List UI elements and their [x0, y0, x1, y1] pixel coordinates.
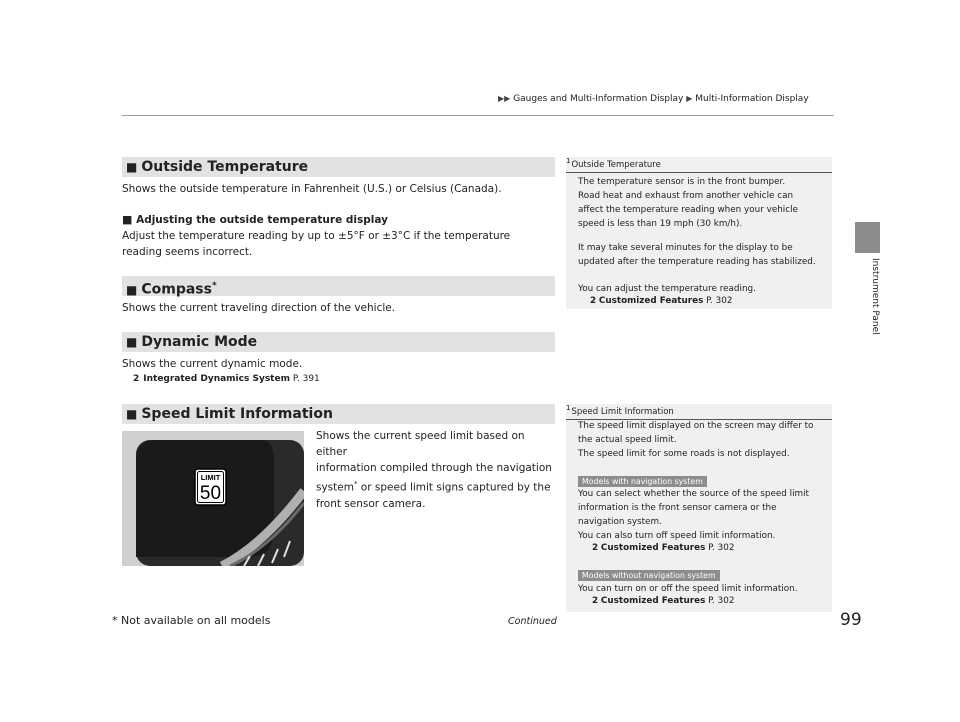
section-title: Compass	[141, 281, 212, 298]
asterisk-mark: *	[211, 281, 217, 291]
section-heading-compass	[122, 276, 555, 296]
note-paragraph: You can adjust the temperature reading.	[578, 284, 756, 294]
chapter-label-text: Instrument Panel	[870, 258, 880, 335]
note-number-icon: 1	[566, 157, 571, 165]
cluster-illustration	[122, 431, 304, 566]
badge-models-without-nav: Models without navigation system	[578, 570, 720, 581]
footnote: * Not available on all models	[112, 614, 271, 627]
xref-arrow-icon: 2	[592, 543, 599, 553]
sign-limit-label: LIMIT	[200, 473, 221, 482]
sign-speed-value: 50	[199, 483, 222, 504]
asterisk-mark: *	[353, 480, 358, 488]
xref-arrow-icon: 2	[592, 596, 599, 606]
outside-temp-subheading	[122, 212, 562, 228]
section-heading-speed-limit	[122, 404, 555, 424]
section-title: Dynamic Mode	[141, 334, 258, 350]
section-title: Speed Limit Information	[141, 406, 333, 422]
xref-customized-features[interactable]: 2 Customized Features P. 302	[592, 596, 735, 606]
speed-limit-body-line: Shows the current speed limit based on either	[316, 430, 525, 458]
note-outside-temperature	[566, 157, 832, 309]
breadcrumb	[498, 94, 809, 104]
xref-label: Integrated Dynamics System	[143, 374, 290, 384]
square-bullet-icon: ■	[126, 335, 138, 349]
speed-limit-body-line: front sensor camera.	[316, 497, 426, 510]
square-bullet-icon: ■	[126, 407, 138, 421]
dynamic-mode-body: Shows the current dynamic mode.	[122, 358, 303, 370]
section-heading-dynamic-mode	[122, 332, 555, 352]
note-title: $^1$Outside Temperature	[566, 157, 832, 173]
chapter-tab	[855, 222, 880, 253]
xref-page: P. 391	[292, 374, 320, 384]
note-number-icon: 1	[566, 404, 571, 412]
xref-customized-features[interactable]: 2 Customized Features P. 302	[590, 296, 733, 306]
note-title: $^1$Speed Limit Information	[566, 404, 832, 420]
note-paragraph: The temperature sensor is in the front bumper. Road heat and exhaust from another vehicle can affect the temperature reading when your vehicle speed is less than 19 mph (30 km/h).	[578, 177, 798, 229]
speed-limit-display-image	[122, 431, 304, 566]
continued-label: Continued	[508, 616, 557, 627]
chapter-label	[868, 258, 882, 368]
note-paragraph: The speed limit displayed on the screen may differ to the actual speed limit. The speed limit for some roads is not displayed.	[578, 421, 814, 459]
breadcrumb-item-gauges[interactable]: Gauges and Multi-Information Display	[513, 94, 684, 104]
section-title: Outside Temperature	[141, 159, 309, 175]
badge-models-with-nav: Models with navigation system	[578, 476, 707, 487]
page-number: 99	[840, 610, 862, 630]
square-bullet-icon: ■	[126, 282, 138, 297]
xref-arrow-icon: 2	[590, 296, 597, 306]
xref-arrow-icon: 2	[133, 374, 140, 384]
breadcrumb-arrow-icon: ▶	[686, 94, 693, 103]
xref-integrated-dynamics[interactable]	[133, 374, 320, 384]
subheading-text: Adjusting the outside temperature display	[136, 214, 388, 226]
outside-temp-sub-body: Adjust the temperature reading by up to ±5°F or ±3°C if the temperature reading seems incorrect.	[122, 230, 511, 258]
square-bullet-icon: ■	[122, 213, 133, 226]
square-bullet-icon: ■	[126, 160, 138, 174]
outside-temp-body: Shows the outside temperature in Fahrenheit (U.S.) or Celsius (Canada).	[122, 183, 502, 195]
note-paragraph: It may take several minutes for the display to be updated after the temperature reading has stabilized.	[578, 243, 816, 267]
speed-limit-body	[316, 428, 556, 512]
speed-limit-body-line: information compiled through the navigation	[316, 462, 552, 474]
note-paragraph: You can select whether the source of the speed limit information is the front sensor camera or the navigation system. You can also turn off speed limit information.	[578, 489, 809, 541]
speed-limit-body-line: system* or speed limit signs captured by the	[316, 480, 551, 494]
breadcrumb-item-mid[interactable]: Multi-Information Display	[695, 94, 809, 104]
compass-body: Shows the current traveling direction of the vehicle.	[122, 302, 396, 314]
breadcrumb-arrow-icon: ▶▶	[498, 94, 511, 103]
note-paragraph: You can turn on or off the speed limit information.	[578, 584, 798, 594]
section-heading-outside-temperature	[122, 157, 555, 177]
xref-customized-features[interactable]: 2 Customized Features P. 302	[592, 543, 735, 553]
header-rule	[122, 115, 834, 116]
